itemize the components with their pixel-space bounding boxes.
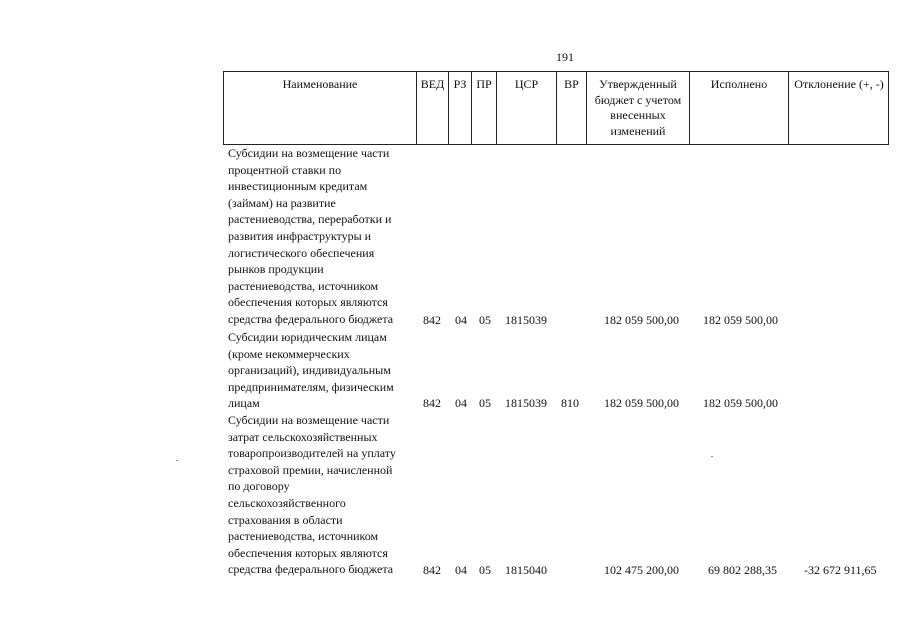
row-2-vr: 810 [561, 396, 579, 410]
row-1-csr: 1815039 [505, 313, 547, 327]
row-3-approved: 102 475 200,00 [604, 563, 679, 577]
column-divider [586, 71, 587, 145]
header-name: Наименование [282, 77, 358, 91]
row-2-csr: 1815039 [505, 396, 547, 410]
header-ved: ВЕД [420, 77, 445, 91]
row-2-approved: 182 059 500,00 [604, 396, 679, 410]
column-divider [788, 71, 789, 145]
header-rz: РЗ [453, 77, 467, 91]
row-1-name: Субсидии на возмещение части процентной ставки по инвестиционным кредитам (займам) на развитие растениеводства, переработки и развития инфраструктуры и логистического обеспечения рынков продукции растениеводства, источником обеспечения которых являются средства федерального бюджета [228, 146, 394, 326]
row-3-pr: 05 [479, 563, 491, 577]
scan-speck [176, 460, 178, 461]
row-1-ved: 842 [423, 313, 441, 327]
row-2-rz: 04 [455, 396, 467, 410]
header-executed: Исполнено [710, 77, 768, 91]
row-3-name: Субсидии на возмещение части затрат сельскохозяйственных товаропроизводителей на уплату страховой премии, начисленной по договору сельскохозяйственного страхования в области растениеводства, источником обеспечения которых являются средства федерального бюджета [228, 413, 396, 577]
row-3-ved: 842 [423, 563, 441, 577]
header-vr: ВР [564, 77, 579, 91]
row-2-ved: 842 [423, 396, 441, 410]
row-1-approved: 182 059 500,00 [604, 313, 679, 327]
row-2-pr: 05 [479, 396, 491, 410]
row-1-executed: 182 059 500,00 [703, 313, 778, 327]
column-divider [888, 71, 889, 145]
header-csr: ЦСР [514, 77, 539, 91]
row-2-name: Субсидии юридическим лицам (кроме некоммерческих организаций), индивидуальным предпринимателям, физическим лицам [228, 330, 394, 411]
row-3-csr: 1815040 [505, 563, 547, 577]
header-pr: ПР [476, 77, 492, 91]
row-3-deviation: -32 672 911,65 [804, 563, 877, 577]
page-number: 191 [556, 50, 574, 64]
table-header [223, 71, 889, 145]
row-1-pr: 05 [479, 313, 491, 327]
header-deviation: Отклонение (+, -) [794, 77, 884, 91]
row-3-rz: 04 [455, 563, 467, 577]
row-1-rz: 04 [455, 313, 467, 327]
header-approved: Утвержденный бюджет с учетом внесенных изменений [594, 77, 682, 138]
scan-speck [711, 456, 713, 457]
row-3-executed: 69 802 288,35 [708, 563, 777, 577]
row-2-executed: 182 059 500,00 [703, 396, 778, 410]
